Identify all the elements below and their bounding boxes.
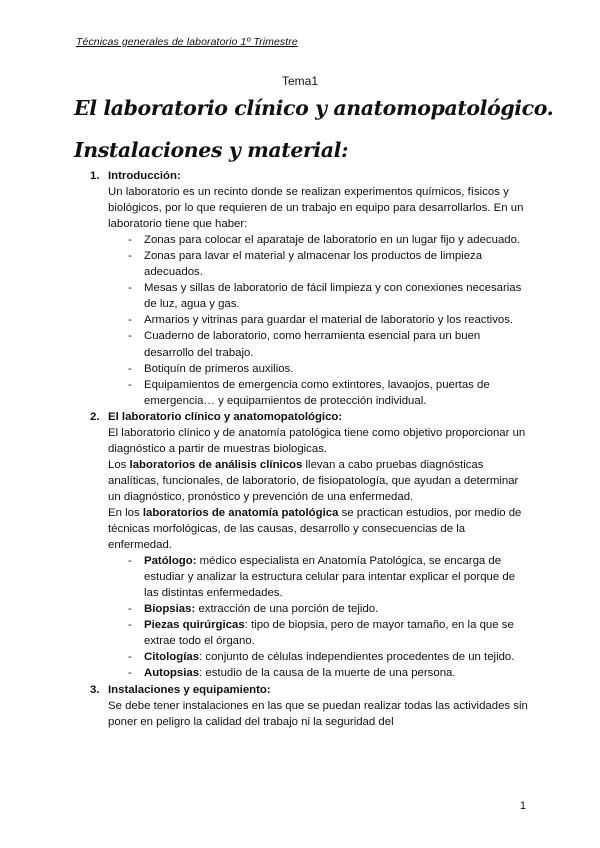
topic-label: Tema1 xyxy=(281,74,319,88)
bold-term: Patólogo: xyxy=(144,555,197,568)
list-item: - Equipamientos de emergencia como extintores, lavaojos, puertas de emergencia… y equipamientos de protección individual. xyxy=(128,377,530,409)
text-run: : tipo de biopsia, pero de mayor tamaño, en la que se extrae todo el órgano. xyxy=(144,619,514,648)
sub-title: Instalaciones y material: xyxy=(74,138,349,162)
text-run: : estudio de la causa de la muerte de una persona. xyxy=(199,667,456,680)
list-item xyxy=(128,553,530,601)
main-title: El laboratorio clínico y anatomopatológico. xyxy=(74,96,554,120)
section-number: 1. xyxy=(90,170,100,182)
bold-term: laboratorios de análisis clínicos xyxy=(129,458,303,471)
bold-term: laboratorios de anatomía patológica xyxy=(142,506,339,519)
list-item xyxy=(128,649,530,665)
section-instalaciones xyxy=(90,682,530,730)
section-title: Instalaciones y equipamiento: xyxy=(108,683,271,696)
list-item xyxy=(128,665,530,681)
paragraph: Se debe tener instalaciones en las que se puedan realizar todas las actividades sin poner en peligro la calidad del trabajo ni la seguridad del xyxy=(108,699,528,728)
section-number: 3. xyxy=(90,683,100,696)
bold-term: Biopsias: xyxy=(144,603,196,616)
paragraph: Un laboratorio es un recinto donde se realizan experimentos químicos, físicos y biológicos, por lo que requieren de un trabajo en equipo para desarrollarlos. En un laboratorio tiene que haber: xyxy=(108,186,524,231)
text-run: : conjunto de células independientes procedentes de un tejido. xyxy=(199,651,515,664)
text-run: llevan a cabo pruebas diagnósticas analíticas, funcionales, de laboratorio, de fisiopatología, que ayudan a determinar un diagnóstico, pronóstico y prevención de una enfermedad. xyxy=(108,458,519,503)
list-item xyxy=(128,601,530,617)
list-item: - Cuaderno de laboratorio, como herramienta esencial para un buen desarrollo del trabajo. xyxy=(128,328,530,360)
list-item: - Armarios y vitrinas para guardar el material de laboratorio y los reactivos. xyxy=(128,312,530,328)
paragraph xyxy=(108,457,530,505)
list-item: - Mesas y sillas de laboratorio de fácil limpieza y con conexiones necesarias de luz, agua y gas. xyxy=(128,280,530,312)
paragraph: El laboratorio clínico y de anatomía patológica tiene como objetivo proporcionar un diagnóstico a partir de muestras biologicas. xyxy=(108,426,526,455)
bullet-list xyxy=(128,553,530,681)
bullet-list xyxy=(128,232,530,409)
text-run: extracción de una porción de tejido. xyxy=(195,603,379,616)
section-heading xyxy=(90,168,530,184)
section-laboratorio-clinico xyxy=(90,409,530,682)
page-header: Técnicas generales de laboratorio 1º Trimestre xyxy=(76,36,298,48)
document-body xyxy=(90,168,530,730)
list-item: - Zonas para colocar el aparataje de laboratorio en un lugar fijo y adecuado. xyxy=(128,232,530,248)
bold-term: Citologías xyxy=(144,651,200,664)
section-title: El laboratorio clínico y anatomopatológico: xyxy=(108,410,343,423)
bold-term: Piezas quirúrgicas xyxy=(144,619,245,632)
section-title: Introducción: xyxy=(108,170,181,182)
bold-term: Autopsias xyxy=(144,667,200,680)
section-heading xyxy=(90,409,530,425)
page-number: 1 xyxy=(519,800,526,812)
text-run: médico especialista en Anatomía Patológica, se encarga de estudiar y analizar la estructura celular para intentar explicar el porque de las distintas enfermedades. xyxy=(144,555,516,600)
section-introduccion xyxy=(90,168,530,409)
text-run: Los xyxy=(108,458,130,471)
list-item xyxy=(128,617,530,649)
text-run: En los xyxy=(108,506,143,519)
paragraph xyxy=(108,505,530,553)
text-run: se practican estudios, por medio de técnicas morfológicas, de las causas, desarrollo y consecuencias de la enfermedad. xyxy=(108,506,522,552)
section-number: 2. xyxy=(90,410,100,423)
list-item: - Zonas para lavar el material y almacenar los productos de limpieza adecuados. xyxy=(128,248,530,280)
section-heading xyxy=(90,682,530,698)
list-item: - Botiquín de primeros auxilios. xyxy=(128,361,530,377)
